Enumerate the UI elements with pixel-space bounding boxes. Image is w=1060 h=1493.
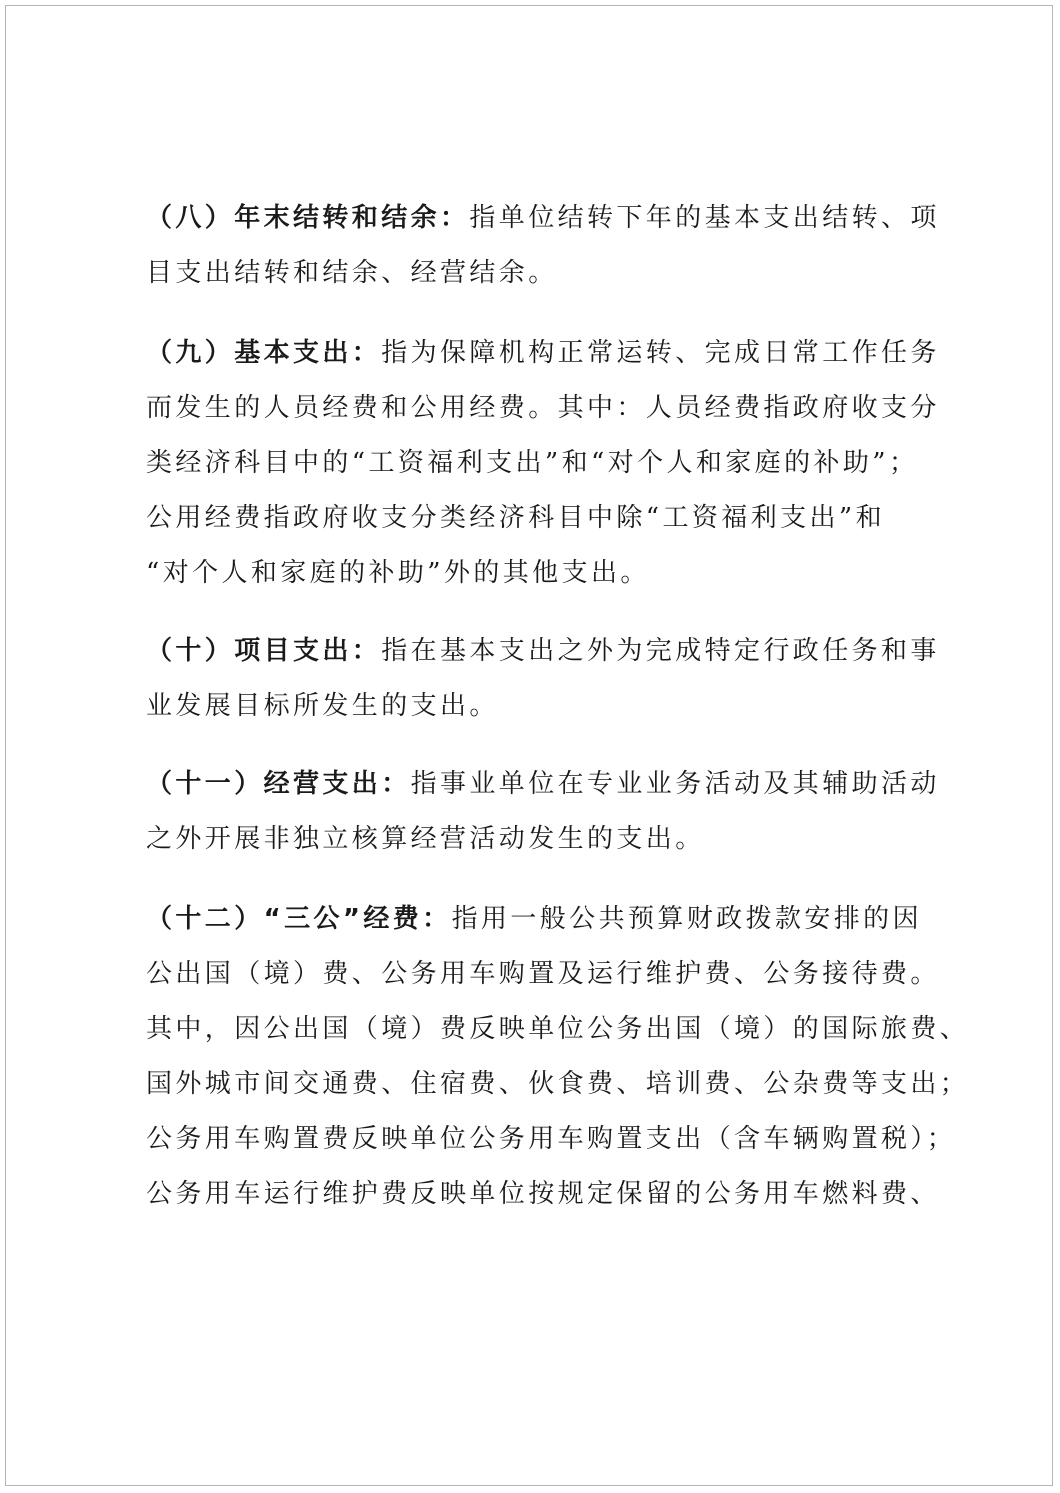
section-9-line-3: 类经济科目中的“工资福利支出”和“对个人和家庭的补助”； xyxy=(146,448,919,478)
section-12-line-1 xyxy=(146,904,922,934)
section-9-line-1 xyxy=(146,338,940,368)
section-8-line-2: 目支出结转和结余、经营结余。 xyxy=(146,258,558,288)
section-9-text: 指为保障机构正常运转、完成日常工作任务 xyxy=(381,338,940,368)
section-8-text: 指单位结转下年的基本支出结转、项 xyxy=(469,203,940,233)
section-12-heading: （十二）“三公”经费： xyxy=(146,904,452,934)
section-12-line-3: 其中，因公出国（境）费反映单位公务出国（境）的国际旅费、 xyxy=(146,1014,970,1044)
section-10-line-2: 业发展目标所发生的支出。 xyxy=(146,691,499,721)
section-11-line-2: 之外开展非独立核算经营活动发生的支出。 xyxy=(146,824,705,854)
section-10-line-1 xyxy=(146,636,940,666)
section-12-text: 指用一般公共预算财政拨款安排的因 xyxy=(451,904,922,934)
section-12-line-6: 公务用车运行维护费反映单位按规定保留的公务用车燃料费、 xyxy=(146,1179,940,1209)
section-12-line-2: 公出国（境）费、公务用车购置及运行维护费、公务接待费。 xyxy=(146,959,940,989)
section-9-line-4: 公用经费指政府收支分类经济科目中除“工资福利支出”和 xyxy=(146,503,885,533)
section-11-text: 指事业单位在专业业务活动及其辅助活动 xyxy=(410,769,940,799)
section-8-line-1 xyxy=(146,203,940,233)
section-12-line-4: 国外城市间交通费、住宿费、伙食费、培训费、公杂费等支出； xyxy=(146,1069,970,1099)
section-9-line-5: “对个人和家庭的补助”外的其他支出。 xyxy=(146,558,650,588)
section-10-heading: （十）项目支出： xyxy=(146,636,382,666)
section-11-heading: （十一）经营支出： xyxy=(146,769,411,799)
section-9-line-2: 而发生的人员经费和公用经费。其中：人员经费指政府收支分 xyxy=(146,393,940,423)
section-12-line-5: 公务用车购置费反映单位公务用车购置支出（含车辆购置税）； xyxy=(146,1124,957,1154)
section-10-text: 指在基本支出之外为完成特定行政任务和事 xyxy=(381,636,940,666)
section-8-heading: （八）年末结转和结余： xyxy=(146,203,470,233)
section-9-heading: （九）基本支出： xyxy=(146,338,382,368)
section-11-line-1 xyxy=(146,769,940,799)
